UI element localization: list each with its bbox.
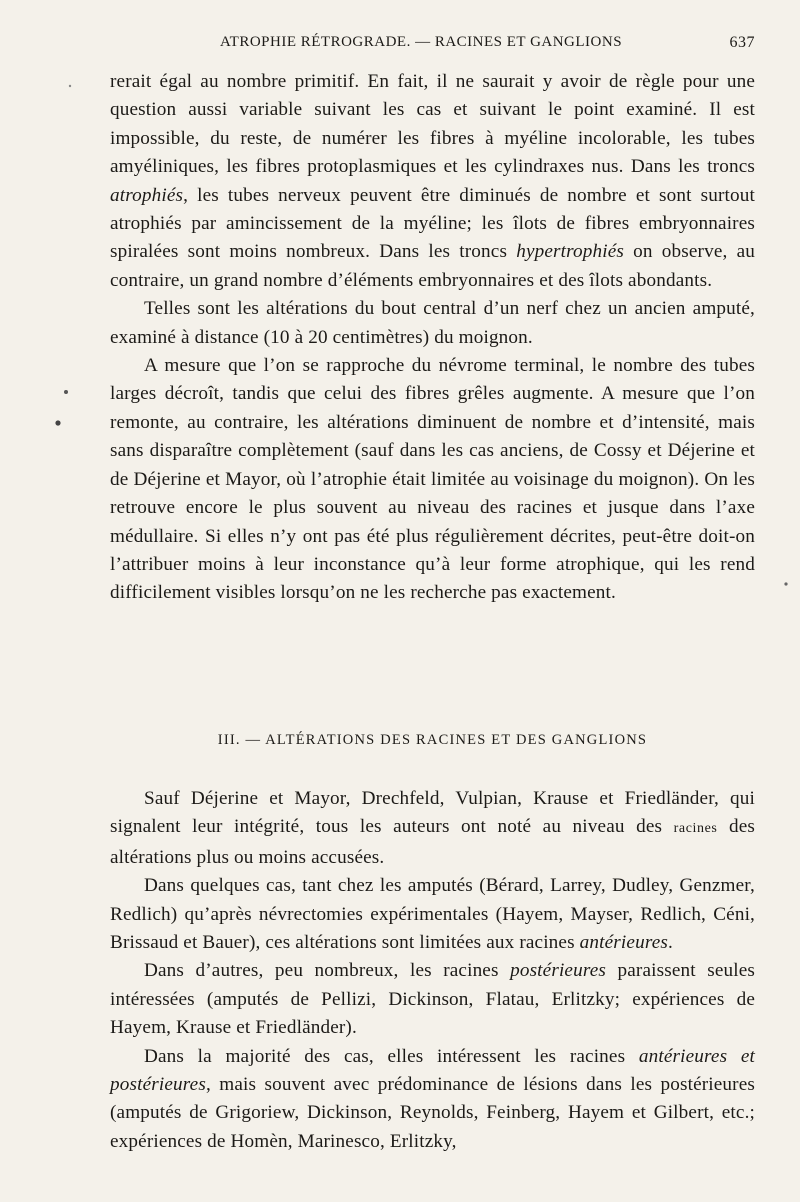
paragraph: Dans quelques cas, tant chez les amputés (Bérard, Larrey, Dudley, Genzmer, Redlich) qu’après névrectomies expérimentales (Hayem, Mayser, Redlich, Céni, Brissaud et Bauer), ces altérations sont limitées aux racines antérieures.: [110, 875, 755, 954]
italic-term: antérieures et postérieures: [110, 1045, 755, 1096]
paragraph: Dans d’autres, peu nombreux, les racines postérieures paraissent seules intéressées (amputés de Pellizi, Dickinson, Flatau, Erlitzky; expériences de Hayem, Krause et Friedländer).: [110, 960, 755, 1039]
section-body-2: [110, 785, 755, 1156]
small-caps-term: racines: [673, 821, 718, 837]
running-title: ATROPHIE RÉTROGRADE. — RACINES ET GANGLIONS: [220, 34, 623, 50]
running-header: [110, 34, 755, 58]
italic-term: atrophiés: [110, 184, 184, 206]
paragraph: Sauf Déjerine et Mayor, Drechfeld, Vulpian, Krause et Friedländer, qui signalent leur intégrité, tous les auteurs ont noté au niveau des racines des altérations plus ou moins accusées.: [110, 788, 755, 868]
section-heading: III. — ALTÉRATIONS DES RACINES ET DES GANGLIONS: [217, 732, 648, 748]
paragraph: rerait égal au nombre primitif. En fait, il ne saurait y avoir de règle pour une question aussi variable suivant les cas et suivant le point examiné. Il est impossible, du reste, de numérer les fibres à myéline incolorable, les tubes amyéliniques, les fibres protoplasmiques et les cylindraxes nus. Dans les troncs atrophiés, les tubes nerveux peuvent être diminués de nombre et sont surtout atrophiés par amincissement de la myéline; les îlots de fibres embryonnaires spiralées sont moins nombreux. Dans les troncs hypertrophiés on observe, au contraire, un grand nombre d’éléments embryonnaires et des îlots abondants.: [110, 71, 755, 291]
paragraph: Dans la majorité des cas, elles intéressent les racines antérieures et postérieures, mais souvent avec prédominance de lésions dans les postérieures (amputés de Grigoriew, Dickinson, Reynolds, Feinberg, Hayem et Gilbert, etc.; expériences de Homèn, Marinesco, Erlitzky,: [110, 1045, 755, 1152]
italic-term: antérieures: [579, 932, 669, 954]
section-body-1: [110, 68, 755, 608]
page-number: 637: [729, 34, 755, 51]
italic-term: postérieures: [510, 960, 607, 982]
paragraph: A mesure que l’on se rapproche du névrome terminal, le nombre des tubes larges décroît, tandis que celui des fibres grêles augmente. A mesure que l’on remonte, au contraire, les altérations diminuent de nombre et d’intensité, mais sans disparaître complètement (sauf dans les cas anciens, de Cossy et Déjerine et de Déjerine et Mayor, où l’atrophie était limitée au voisinage du moignon). On les retrouve encore le plus souvent au niveau des racines et jusque dans l’axe médullaire. Si elles n’y ont pas été plus régulièrement décrites, peut-être doit-on l’attribuer moins à leur inconstance qu’à leur forme atrophique, qui les rend difficilement visibles lorsqu’on ne les recherche pas exactement.: [110, 355, 755, 604]
italic-term: hypertrophiés: [516, 241, 625, 263]
paragraph: Telles sont les altérations du bout central d’un nerf chez un ancien amputé, examiné à distance (10 à 20 centimètres) du moignon.: [110, 298, 755, 348]
